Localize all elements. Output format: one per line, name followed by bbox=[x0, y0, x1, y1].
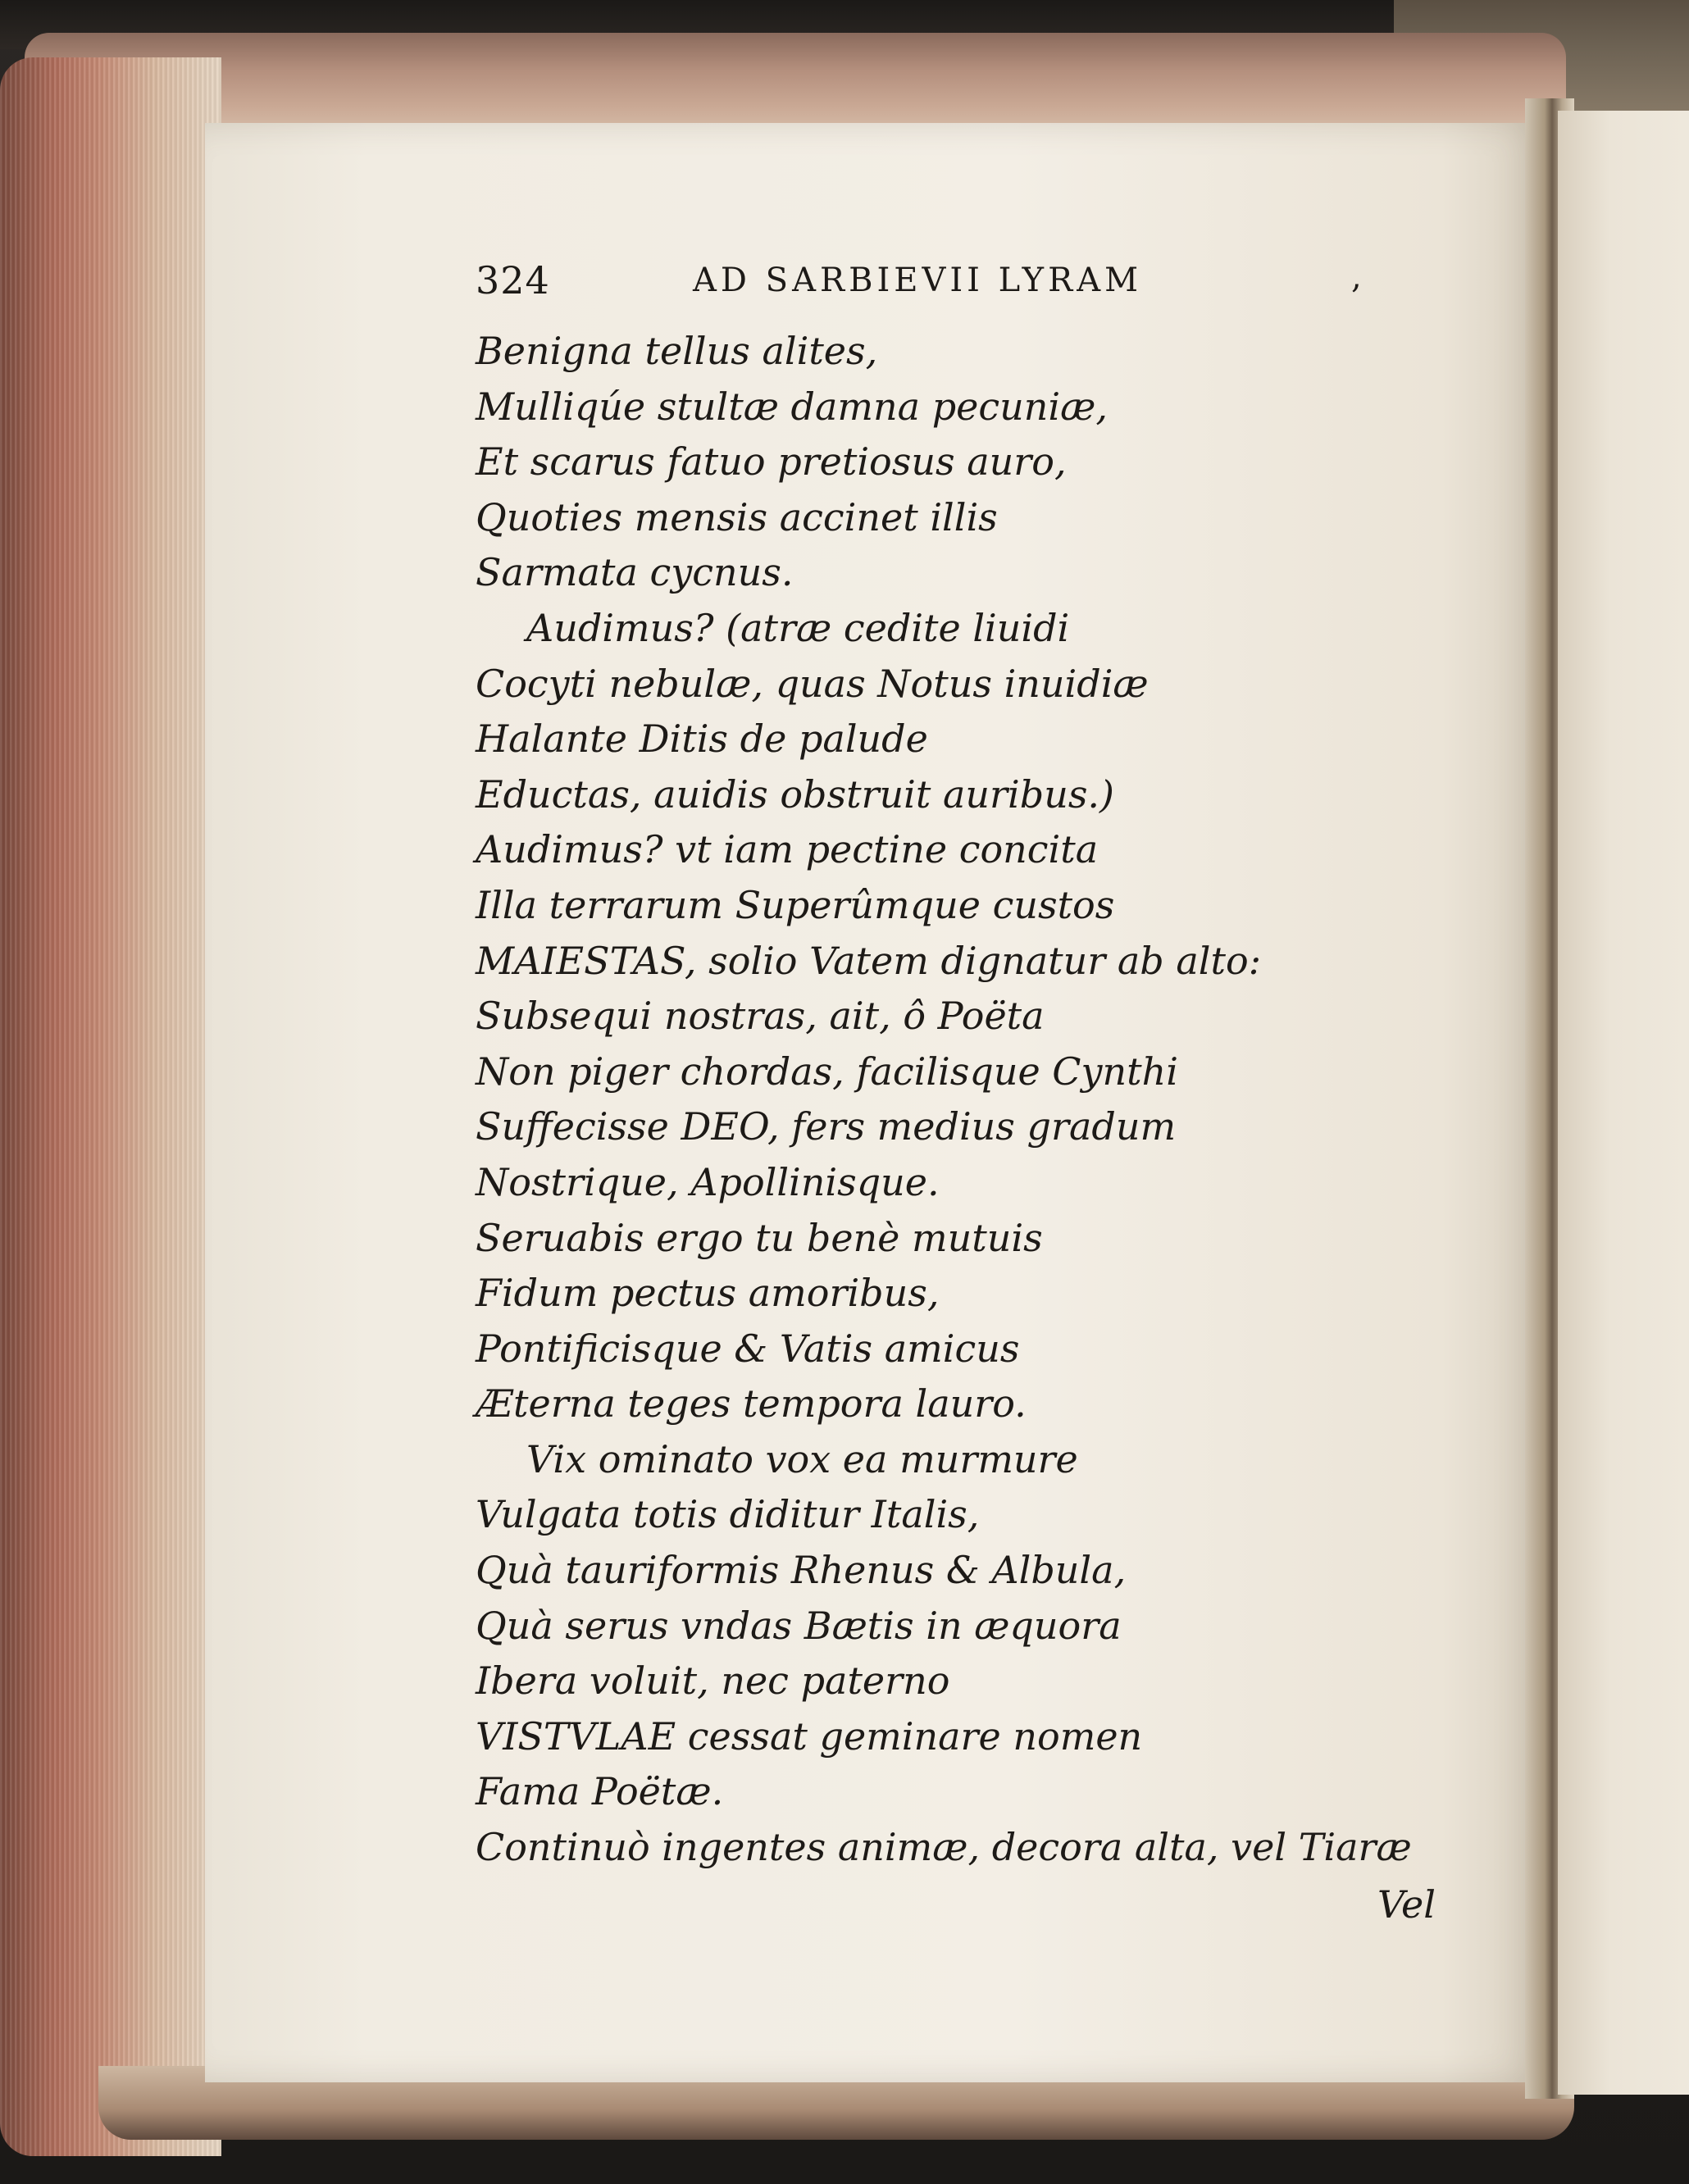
page-number: 324 bbox=[476, 258, 550, 303]
verse-line: Illa terrarum Superûmque custos bbox=[476, 882, 1115, 927]
verse-line: Continuò ingentes animæ, decora alta, vel Tiaræ bbox=[476, 1825, 1412, 1870]
verse-line: Audimus? vt iam pectine concita bbox=[476, 827, 1099, 872]
verse-line: Fidum pectus amoribus, bbox=[476, 1271, 940, 1316]
verse-line: Subsequi nostras, ait, ô Poëta bbox=[476, 994, 1045, 1039]
facing-page bbox=[1558, 111, 1689, 2095]
verse-line: Nostrique, Apollinisque. bbox=[476, 1159, 940, 1204]
verse-line: Fama Poëtæ. bbox=[476, 1769, 724, 1814]
running-title: AD SARBIEVII LYRAM bbox=[693, 262, 1143, 299]
running-head-mark: , bbox=[1351, 258, 1366, 296]
verse-line: Benigna tellus alites, bbox=[476, 329, 878, 373]
verse-line: Quoties mensis accinet illis bbox=[476, 494, 998, 539]
verse-line: Mulliqúe stultæ damna pecuniæ, bbox=[476, 384, 1108, 429]
running-head bbox=[476, 258, 1459, 324]
verse-line: Sarmata cycnus. bbox=[476, 550, 794, 595]
verse-line: Quà tauriformis Rhenus & Albula, bbox=[476, 1548, 1127, 1593]
verse-line: Eductas, auidis obstruit auribus.) bbox=[476, 771, 1114, 817]
catchword: Vel bbox=[1377, 1881, 1436, 1927]
verse-line: Cocyti nebulæ, quas Notus inuidiæ bbox=[476, 661, 1149, 706]
page-edges-left bbox=[0, 57, 221, 2156]
verse-line: MAIESTAS, solio Vatem dignatur ab alto: bbox=[476, 938, 1262, 983]
verse-line: Quà serus vndas Bætis in æquora bbox=[476, 1603, 1122, 1648]
verse-line: Halante Ditis de palude bbox=[476, 717, 928, 762]
verse-line: VISTVLAE cessat geminare nomen bbox=[476, 1713, 1143, 1759]
verse-line: Ibera voluit, nec paterno bbox=[476, 1658, 950, 1704]
verse-line: Suffecisse DEO, fers medius gradum bbox=[476, 1104, 1177, 1149]
verse-line-indented: Audimus? (atræ cedite liuidi bbox=[526, 605, 1070, 650]
text-block bbox=[476, 258, 1459, 1941]
verse-line: Et scarus fatuo pretiosus auro, bbox=[476, 439, 1067, 485]
verse-line: Seruabis ergo tu benè mutuis bbox=[476, 1215, 1043, 1260]
verse-line: Pontificisque & Vatis amicus bbox=[476, 1326, 1020, 1371]
verse-line: Vulgata totis diditur Italis, bbox=[476, 1492, 980, 1537]
verse-line: Æterna teges tempora lauro. bbox=[476, 1381, 1027, 1426]
verse-line-indented: Vix ominato vox ea murmure bbox=[526, 1436, 1078, 1481]
verse-line: Non piger chordas, facilisque Cynthi bbox=[476, 1049, 1178, 1094]
page-footer bbox=[476, 1876, 1459, 1941]
